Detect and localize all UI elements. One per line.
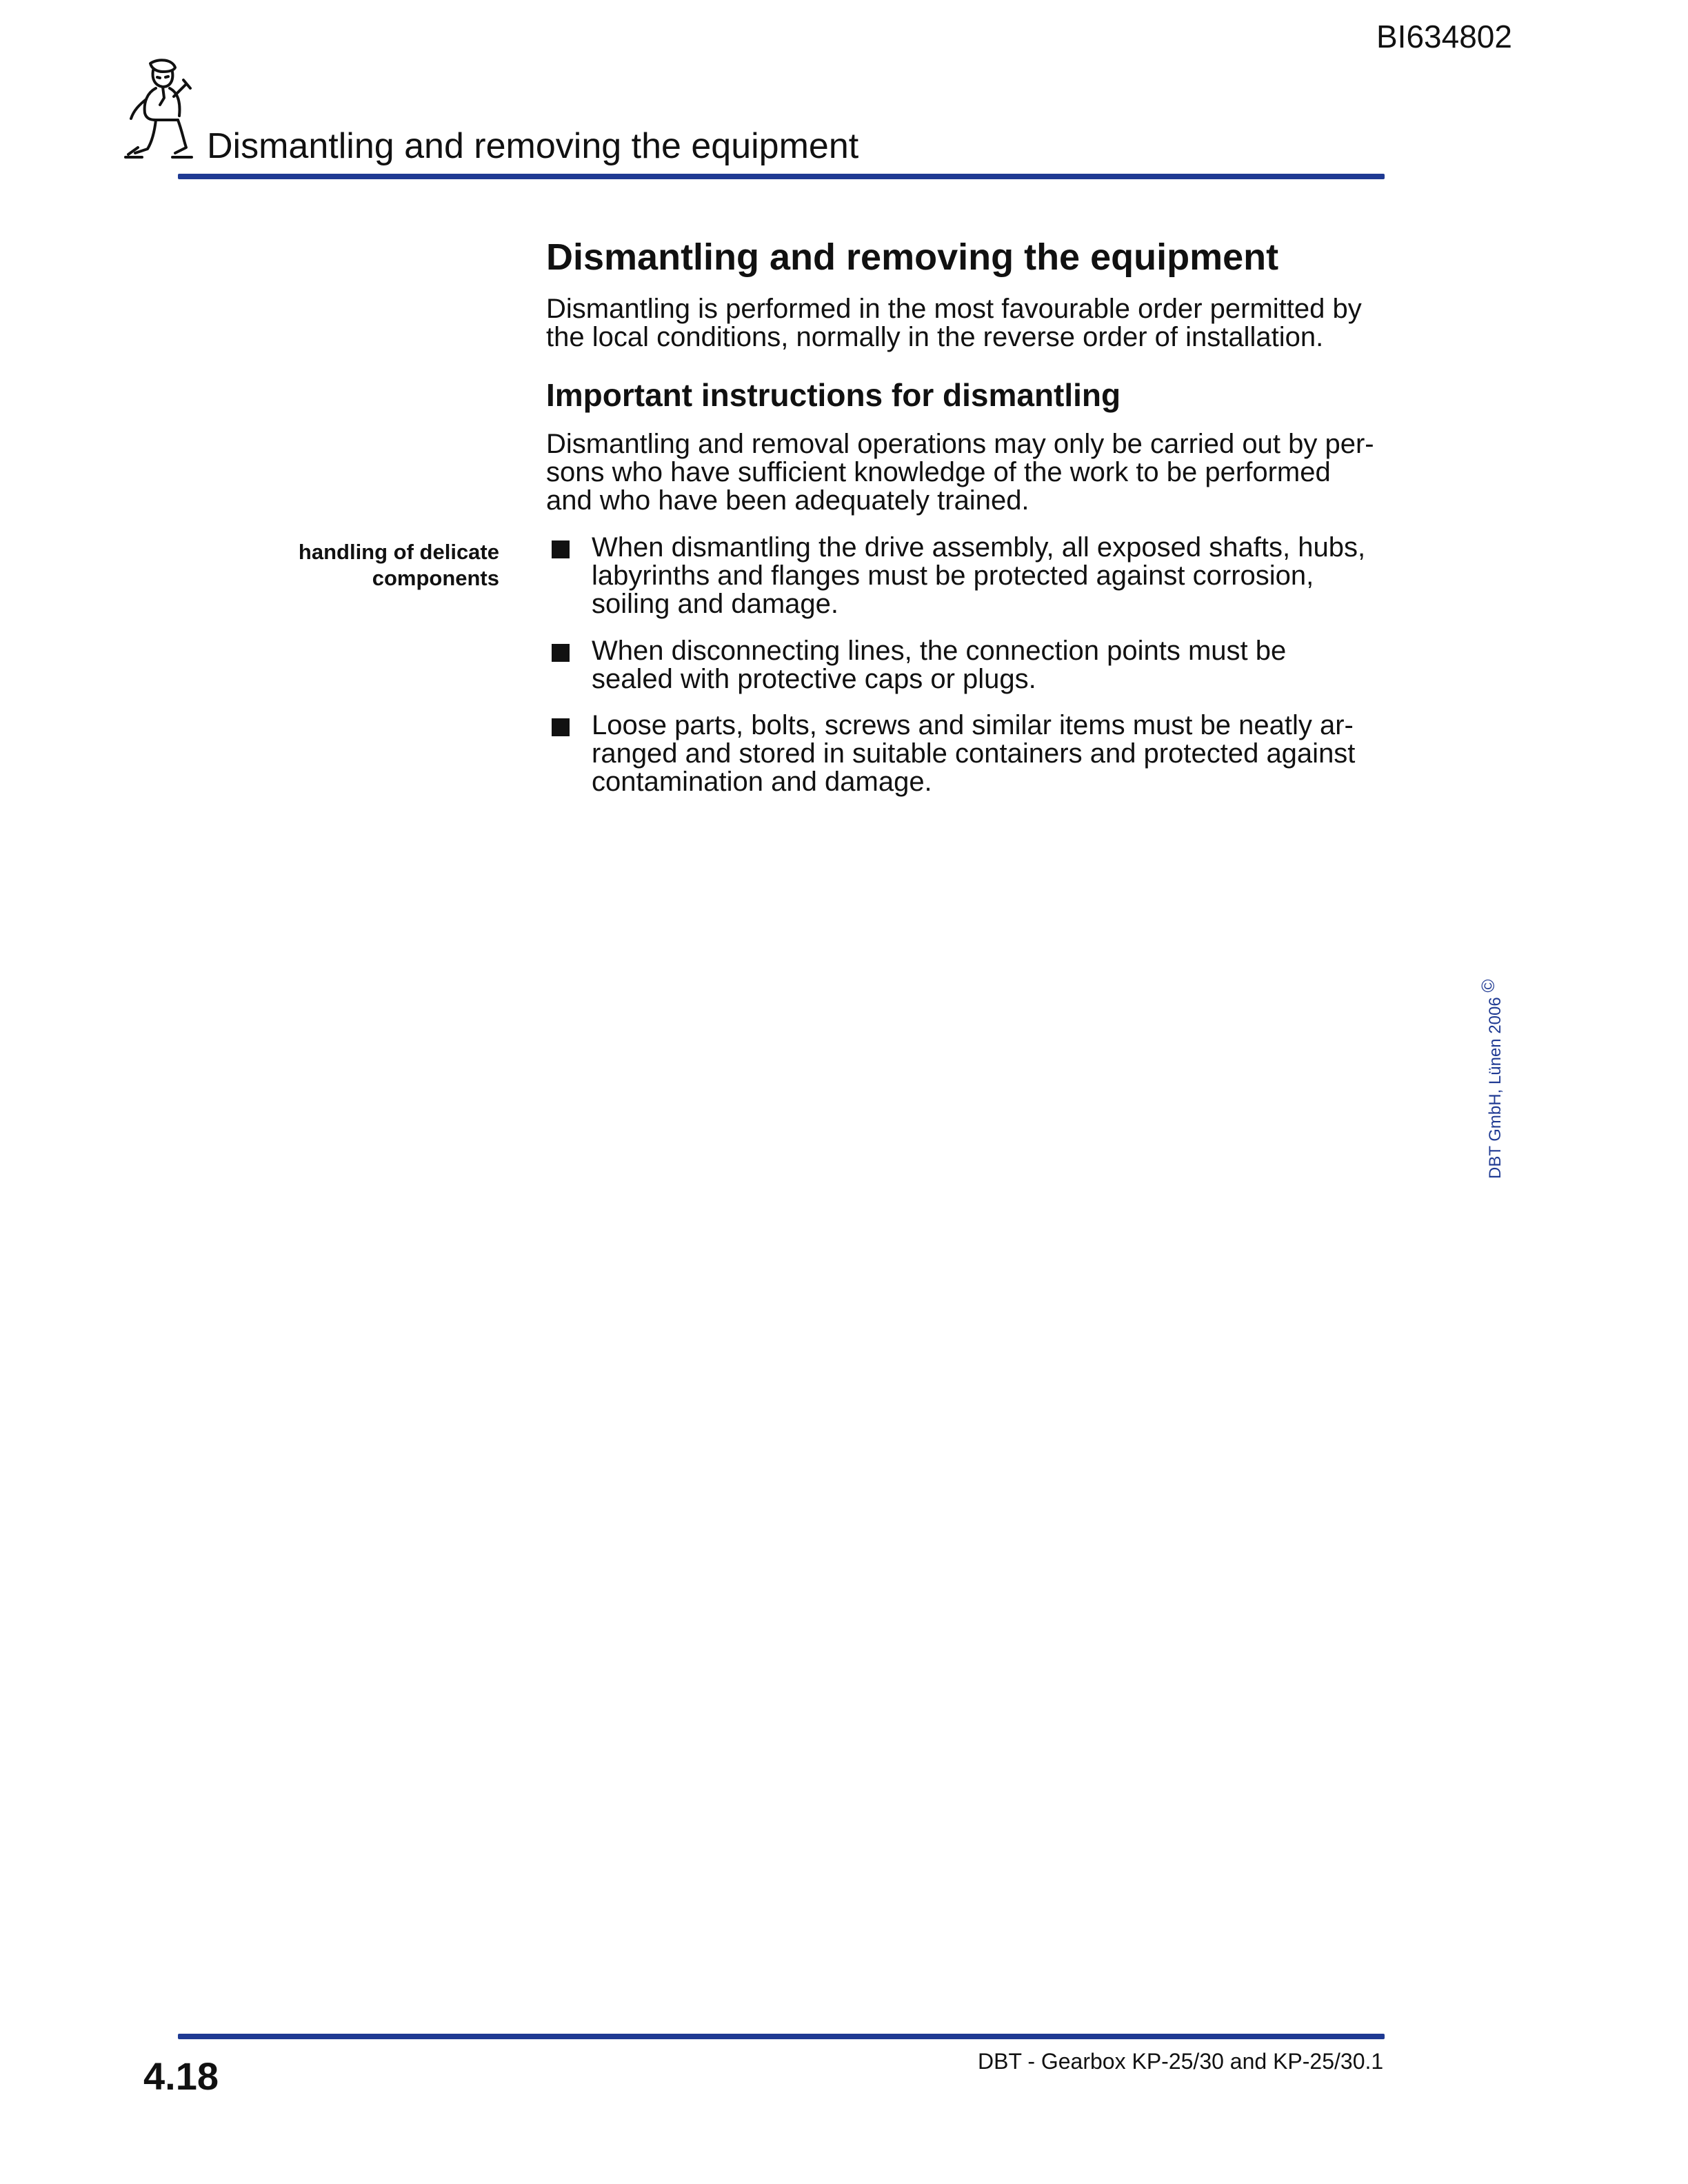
list-item-text: [592, 637, 1286, 694]
footer-rule: [178, 2034, 1385, 2039]
list-item-line: When disconnecting lines, the connection points must be: [592, 636, 1287, 666]
worker-with-tool-icon: [114, 57, 204, 160]
list-item-line: contamination and damage.: [592, 767, 932, 797]
margin-note-line: handling of delicate: [298, 540, 499, 564]
intro-line: the local conditions, normally in the reverse order of installation.: [546, 322, 1324, 352]
square-bullet-icon: [552, 540, 570, 558]
document-id: BI634802: [1376, 19, 1512, 54]
list-item-line: labyrinths and flanges must be protected against corrosion,: [592, 560, 1314, 591]
margin-note-line: components: [372, 566, 499, 590]
page-number: 4.18: [143, 2054, 219, 2098]
copyright-notice: [1460, 972, 1505, 1179]
instructions-line: sons who have sufficient knowledge of the work to be performed: [546, 457, 1331, 487]
header-title: Dismantling and removing the equipment: [207, 126, 859, 166]
list-item-text: [592, 711, 1355, 796]
square-bullet-icon: [552, 718, 570, 736]
instructions-paragraph: [546, 430, 1394, 515]
instructions-line: Dismantling and removal operations may only be carried out by per-: [546, 429, 1374, 459]
intro-paragraph: [546, 295, 1394, 352]
section-title: Dismantling and removing the equipment: [546, 236, 1279, 278]
subsection-title: Important instructions for dismantling: [546, 377, 1121, 413]
copyright-text-container: [1478, 979, 1505, 1179]
footer-text: DBT - Gearbox KP-25/30 and KP-25/30.1: [978, 2049, 1384, 2074]
list-item-line: sealed with protective caps or plugs.: [592, 664, 1036, 694]
square-bullet-icon: [552, 644, 570, 662]
copyright-text: DBT GmbH, Lünen 2006: [1486, 997, 1505, 1179]
list-item-text: [592, 534, 1365, 618]
list-item-line: When dismantling the drive assembly, all exposed shafts, hubs,: [592, 532, 1366, 563]
list-item-line: ranged and stored in suitable containers and protected against: [592, 738, 1356, 769]
list-item-line: Loose parts, bolts, screws and similar items must be neatly ar-: [592, 710, 1354, 740]
instructions-line: and who have been adequately trained.: [546, 485, 1029, 516]
list-item-line: soiling and damage.: [592, 589, 839, 619]
margin-note: [228, 539, 499, 592]
intro-line: Dismantling is performed in the most favourable order permitted by: [546, 294, 1362, 324]
copyright-symbol: ©: [1478, 979, 1498, 993]
header-rule: [178, 174, 1385, 179]
